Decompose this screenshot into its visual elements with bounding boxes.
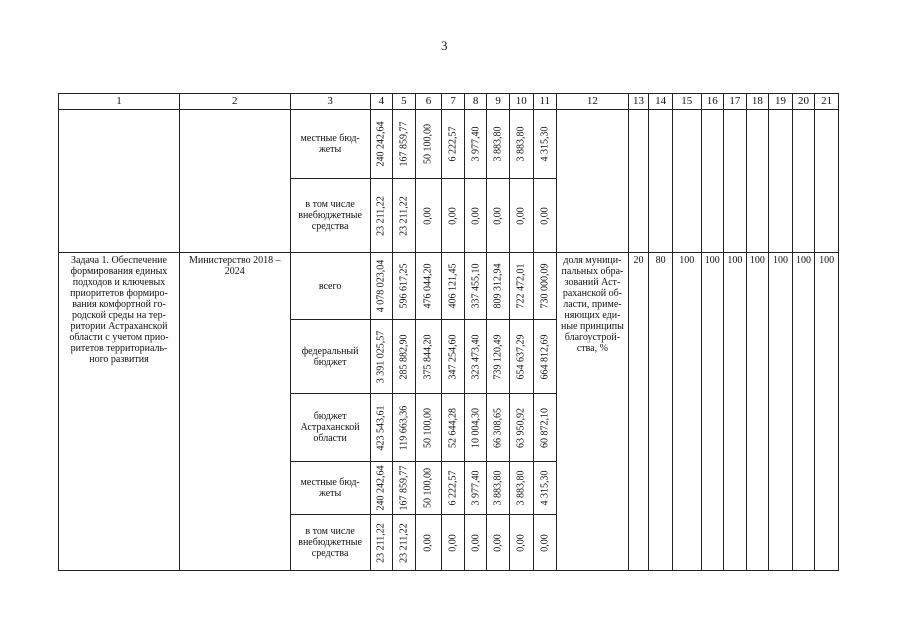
source-cell: в том числе внебюджетные средства xyxy=(290,179,370,253)
header-cell: 18 xyxy=(746,94,769,110)
value-text: 0,00 xyxy=(492,206,504,225)
value-text: 6 222,57 xyxy=(447,126,459,162)
value-text: 3 977,40 xyxy=(470,470,482,506)
value-text: 3 883,80 xyxy=(515,126,527,162)
header-cell: 15 xyxy=(672,94,701,110)
target-value: 20 xyxy=(628,253,648,571)
source-cell: в том числе внебюджетные средства xyxy=(290,515,370,571)
value-text: 167 859,77 xyxy=(398,465,410,511)
header-cell: 6 xyxy=(415,94,442,110)
value-cell xyxy=(415,515,442,571)
target-value: 100 xyxy=(815,253,839,571)
value-cell xyxy=(464,462,487,515)
value-text: 167 859,77 xyxy=(398,121,410,167)
value-text: 10 004,30 xyxy=(470,407,482,448)
value-cell xyxy=(370,110,393,179)
value-cell xyxy=(370,515,393,571)
value-text: 739 120,49 xyxy=(492,334,504,379)
value-text: 3 977,40 xyxy=(470,126,482,162)
value-text: 52 644,28 xyxy=(447,407,459,448)
value-cell xyxy=(393,110,416,179)
value-cell xyxy=(509,462,533,515)
value-cell xyxy=(464,515,487,571)
value-cell xyxy=(442,253,465,320)
value-cell xyxy=(370,394,393,462)
value-cell xyxy=(487,110,510,179)
value-text: 240 242,64 xyxy=(375,121,387,167)
value-cell xyxy=(487,515,510,571)
value-cell xyxy=(464,110,487,179)
value-cell xyxy=(393,394,416,462)
value-cell xyxy=(464,394,487,462)
value-cell xyxy=(370,462,393,515)
header-cell: 19 xyxy=(769,94,793,110)
value-text: 23 211,22 xyxy=(398,195,410,236)
target-value: 100 xyxy=(769,253,793,571)
value-cell xyxy=(393,179,416,253)
value-text: 476 044,20 xyxy=(422,263,434,309)
value-cell xyxy=(442,320,465,394)
budget-table xyxy=(58,93,839,571)
value-text: 50 100,00 xyxy=(422,468,434,508)
value-text: 0,00 xyxy=(539,533,551,552)
header-cell: 8 xyxy=(464,94,487,110)
header-cell: 13 xyxy=(628,94,648,110)
empty-cell xyxy=(792,110,815,253)
value-cell xyxy=(464,179,487,253)
empty-cell xyxy=(59,110,180,253)
value-cell xyxy=(509,253,533,320)
value-cell xyxy=(533,253,557,320)
empty-cell xyxy=(672,110,701,253)
value-text: 0,00 xyxy=(447,533,459,552)
value-cell xyxy=(415,394,442,462)
value-cell xyxy=(533,515,557,571)
header-cell: 11 xyxy=(533,94,557,110)
header-cell: 7 xyxy=(442,94,465,110)
header-cell: 9 xyxy=(487,94,510,110)
value-text: 240 242,64 xyxy=(375,465,387,511)
source-cell: местные бюд-жеты xyxy=(290,462,370,515)
value-text: 4 315,30 xyxy=(539,470,551,506)
value-cell xyxy=(533,110,557,179)
value-text: 406 121,45 xyxy=(447,263,459,309)
value-text: 809 312,94 xyxy=(492,263,504,309)
value-text: 4 078 023,04 xyxy=(375,259,387,313)
value-text: 596 617,25 xyxy=(398,263,410,309)
header-cell: 1 xyxy=(59,94,180,110)
empty-cell xyxy=(628,110,648,253)
task-executor: Министерство 2018 – 2024 xyxy=(179,253,290,571)
value-cell xyxy=(487,179,510,253)
value-text: 0,00 xyxy=(422,533,434,552)
target-value: 100 xyxy=(792,253,815,571)
value-text: 347 254,60 xyxy=(447,334,459,379)
value-cell xyxy=(442,515,465,571)
header-cell: 17 xyxy=(724,94,747,110)
value-cell xyxy=(442,110,465,179)
value-cell xyxy=(533,394,557,462)
value-text: 6 222,57 xyxy=(447,470,459,506)
value-text: 0,00 xyxy=(422,206,434,225)
value-text: 323 473,40 xyxy=(470,334,482,379)
value-cell xyxy=(370,253,393,320)
header-cell: 16 xyxy=(701,94,724,110)
table-row xyxy=(59,253,839,320)
value-text: 3 391 025,57 xyxy=(375,330,387,383)
value-text: 60 872,10 xyxy=(539,407,551,448)
value-text: 0,00 xyxy=(515,206,527,225)
value-cell xyxy=(393,253,416,320)
header-cell: 3 xyxy=(290,94,370,110)
value-text: 285 882,90 xyxy=(398,334,410,379)
value-cell xyxy=(393,515,416,571)
value-text: 23 211,22 xyxy=(375,195,387,236)
empty-cell xyxy=(179,110,290,253)
empty-cell xyxy=(746,110,769,253)
value-cell xyxy=(442,462,465,515)
value-text: 63 950,92 xyxy=(515,407,527,448)
empty-cell xyxy=(769,110,793,253)
target-value: 100 xyxy=(746,253,769,571)
target-value: 100 xyxy=(672,253,701,571)
value-cell xyxy=(533,462,557,515)
value-text: 3 883,80 xyxy=(492,126,504,162)
value-text: 337 455,10 xyxy=(470,263,482,309)
header-cell: 2 xyxy=(179,94,290,110)
value-text: 0,00 xyxy=(492,533,504,552)
target-value: 100 xyxy=(701,253,724,571)
value-text: 0,00 xyxy=(447,206,459,225)
value-cell xyxy=(415,110,442,179)
value-text: 119 663,36 xyxy=(398,405,410,450)
value-cell xyxy=(509,394,533,462)
value-text: 730 000,09 xyxy=(539,263,551,309)
value-text: 3 883,80 xyxy=(515,470,527,506)
value-text: 50 100,00 xyxy=(422,124,434,164)
value-text: 23 211,22 xyxy=(375,522,387,563)
value-text: 23 211,22 xyxy=(398,522,410,563)
value-text: 0,00 xyxy=(470,533,482,552)
value-text: 423 543,61 xyxy=(375,405,387,450)
table-row xyxy=(59,110,839,179)
value-cell xyxy=(509,320,533,394)
header-cell: 14 xyxy=(649,94,673,110)
source-cell: бюджет Астраханской области xyxy=(290,394,370,462)
value-text: 654 637,29 xyxy=(515,334,527,379)
value-text: 3 883,80 xyxy=(492,470,504,506)
empty-cell xyxy=(557,110,629,253)
value-cell xyxy=(464,253,487,320)
header-row xyxy=(59,94,839,110)
empty-cell xyxy=(649,110,673,253)
target-value: 80 xyxy=(649,253,673,571)
page-number: 3 xyxy=(441,38,448,53)
value-cell xyxy=(487,462,510,515)
header-cell: 21 xyxy=(815,94,839,110)
source-cell: местные бюд-жеты xyxy=(290,110,370,179)
value-cell xyxy=(393,462,416,515)
value-text: 664 812,69 xyxy=(539,334,551,379)
task-description: Задача 1. Обеспечение формирования единых подходов и ключевых приоритетов формиро-вания комфортной го-родской среды на тер-ритории Астраханской области с учетом прио-ритетов территориаль-ного развития xyxy=(59,253,180,571)
value-cell xyxy=(487,394,510,462)
value-text: 0,00 xyxy=(539,206,551,225)
header-cell: 20 xyxy=(792,94,815,110)
value-text: 722 472,01 xyxy=(515,263,527,309)
value-cell xyxy=(464,320,487,394)
value-cell xyxy=(533,179,557,253)
header-cell: 12 xyxy=(557,94,629,110)
empty-cell xyxy=(701,110,724,253)
value-text: 0,00 xyxy=(470,206,482,225)
value-cell xyxy=(487,320,510,394)
empty-cell xyxy=(724,110,747,253)
value-cell xyxy=(509,179,533,253)
value-text: 375 844,20 xyxy=(422,334,434,379)
value-cell xyxy=(533,320,557,394)
value-text: 66 308,65 xyxy=(492,407,504,448)
source-cell: всего xyxy=(290,253,370,320)
value-cell xyxy=(442,394,465,462)
value-cell xyxy=(393,320,416,394)
value-cell xyxy=(509,515,533,571)
value-cell xyxy=(415,462,442,515)
value-cell xyxy=(415,320,442,394)
value-cell xyxy=(442,179,465,253)
value-text: 0,00 xyxy=(515,533,527,552)
header-cell: 4 xyxy=(370,94,393,110)
value-cell xyxy=(487,253,510,320)
header-cell: 10 xyxy=(509,94,533,110)
value-cell xyxy=(370,320,393,394)
value-text: 4 315,30 xyxy=(539,126,551,162)
target-value: 100 xyxy=(724,253,747,571)
value-cell xyxy=(509,110,533,179)
value-cell xyxy=(415,179,442,253)
source-cell: федеральный бюджет xyxy=(290,320,370,394)
indicator-description: доля муници-пальных обра-зований Аст-раханской об-ласти, приме-няющих еди-ные принципы благоустрой-ства, % xyxy=(557,253,629,571)
value-cell xyxy=(370,179,393,253)
value-text: 50 100,00 xyxy=(422,407,434,448)
header-cell: 5 xyxy=(393,94,416,110)
empty-cell xyxy=(815,110,839,253)
value-cell xyxy=(415,253,442,320)
